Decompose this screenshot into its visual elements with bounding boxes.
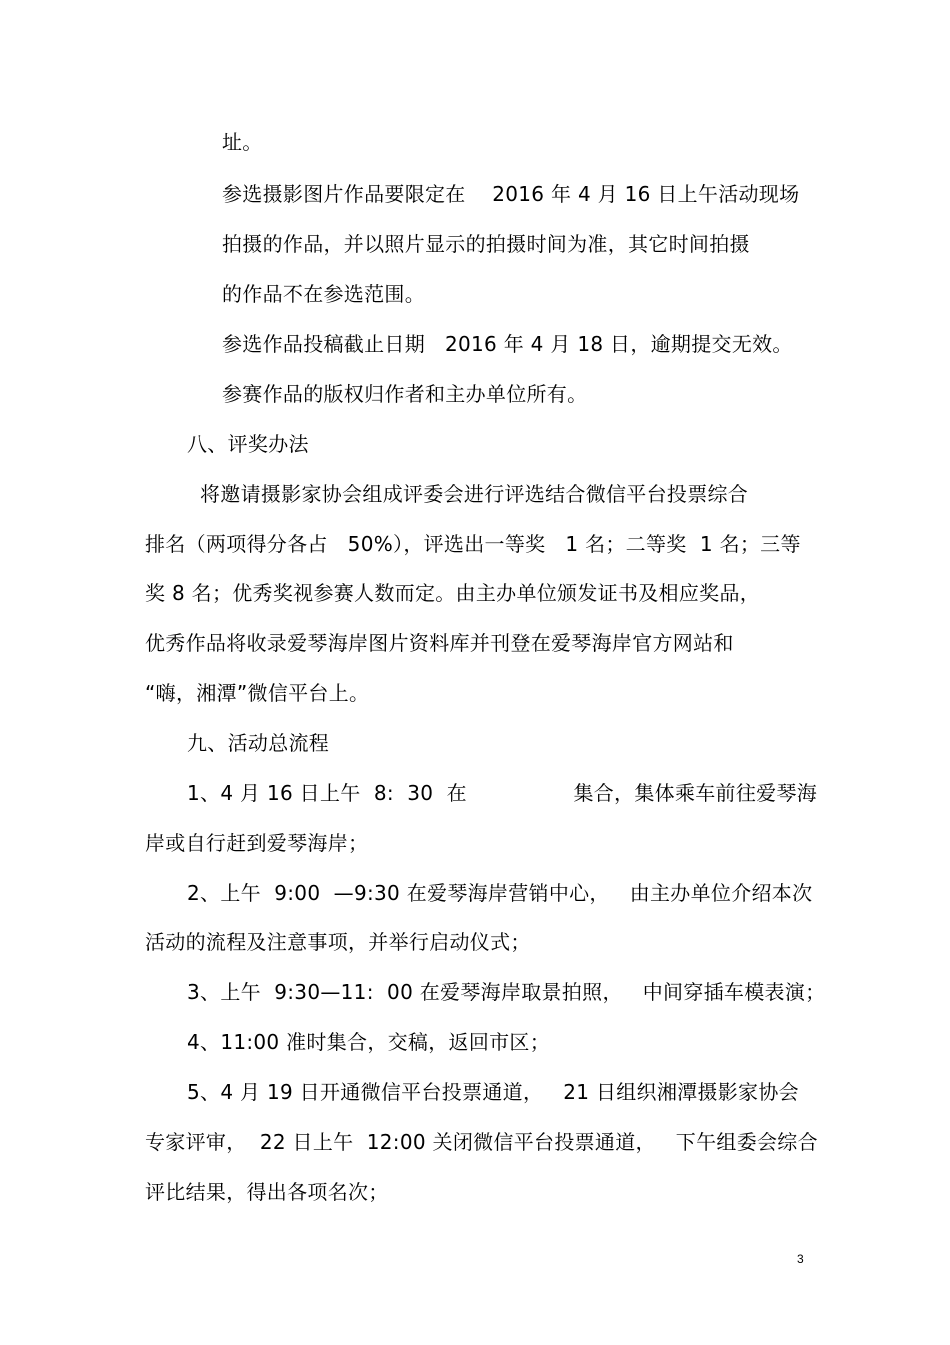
- section-heading: 八、评奖办法: [187, 432, 309, 456]
- text-line: 3、上午 9:30—11: 00 在爱琴海岸取景拍照， 中间穿插车模表演；: [187, 980, 826, 1004]
- page-number: 3: [797, 1252, 804, 1266]
- text-line: 1、4 月 16 日上午 8: 30 在 集合，集体乘车前往爱琴海: [187, 781, 818, 805]
- text-line: 优秀作品将收录爱琴海岸图片资料库并刊登在爱琴海岸官方网站和: [145, 631, 734, 655]
- text-line: 2、上午 9:00 —9:30 在爱琴海岸营销中心， 由主办单位介绍本次: [187, 881, 813, 905]
- text-line: 排名（两项得分各占 50%），评选出一等奖 1 名；二等奖 1 名；三等: [145, 532, 801, 556]
- text-line: 专家评审， 22 日上午 12:00 关闭微信平台投票通道， 下午组委会综合: [145, 1130, 818, 1154]
- text-line: 参赛作品的版权归作者和主办单位所有。: [222, 382, 588, 406]
- text-line: 址。: [222, 130, 263, 154]
- text-line: 的作品不在参选范围。: [222, 282, 425, 306]
- text-line: 岸或自行赶到爱琴海岸；: [145, 831, 369, 855]
- text-line: 拍摄的作品，并以照片显示的拍摄时间为准，其它时间拍摄: [222, 232, 750, 256]
- text-line: 参选摄影图片作品要限定在 2016 年 4 月 16 日上午活动现场: [222, 182, 800, 206]
- text-line: 5、4 月 19 日开通微信平台投票通道， 21 日组织湘潭摄影家协会: [187, 1080, 799, 1104]
- text-line: 评比结果，得出各项名次；: [145, 1180, 389, 1204]
- text-line: “嗨，湘潭”微信平台上。: [145, 681, 370, 705]
- text-line: 奖 8 名；优秀奖视参赛人数而定。由主办单位颁发证书及相应奖品，: [145, 581, 761, 605]
- text-line: 参选作品投稿截止日期 2016 年 4 月 18 日，逾期提交无效。: [222, 332, 793, 356]
- section-heading: 九、活动总流程: [187, 731, 330, 755]
- text-line: 将邀请摄影家协会组成评委会进行评选结合微信平台投票综合: [200, 482, 749, 506]
- text-line: 4、11:00 准时集合，交稿，返回市区；: [187, 1030, 551, 1054]
- text-line: 活动的流程及注意事项，并举行启动仪式；: [145, 930, 531, 954]
